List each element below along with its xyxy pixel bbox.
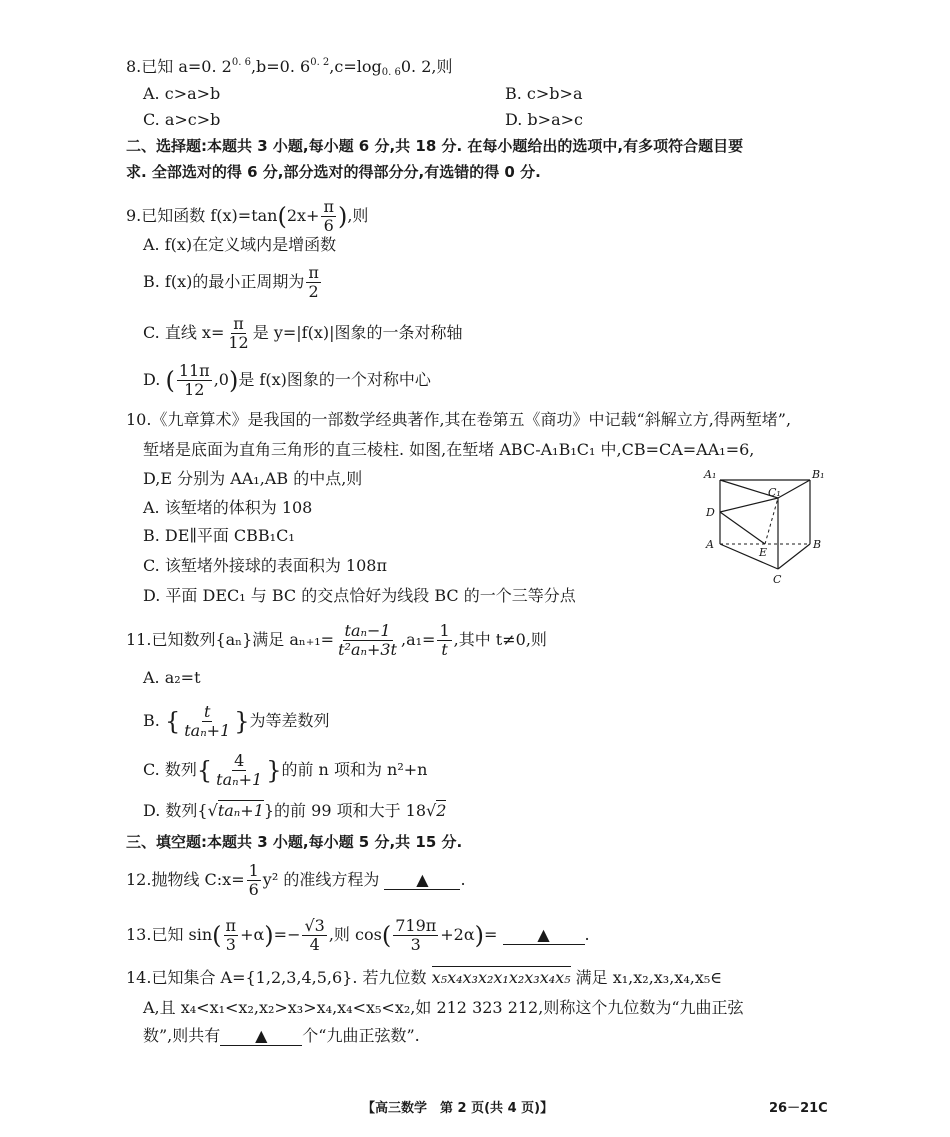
q14-stem-line2: A,且 x₄<x₁<x₂,x₂>x₃>x₄,x₄<x₅<x₂,如 212 323 212,则称这个九位数为“九曲正弦	[143, 998, 744, 1017]
q9-option-c: C. 直线 x= $\frac{\pi}{12}$ 是 y=|f(x)|图象的一条对称轴	[143, 314, 463, 352]
prism-figure	[700, 466, 835, 591]
q14-stem-line3: 数”,则共有 ▲ 个“九曲正弦数”.	[143, 1026, 420, 1045]
q8-option-b: B. c>b>a	[505, 84, 583, 103]
q11-stem: 11.已知数列{aₙ}满足 aₙ₊₁= taₙ−1 t²aₙ+3t ,a₁= $\frac{1}{t}$ ,其中 t≠0,则	[126, 621, 547, 659]
q10-stem-line2: 堑堵是底面为直角三角形的直三棱柱. 如图,在堑堵 ABC-A₁B₁C₁ 中,CB=CA=AA₁=6,	[143, 440, 755, 459]
q9-stem: 9.已知函数 f(x)=tan(2x+ $\frac{\pi}{6}$ ),则	[126, 197, 369, 235]
q11-option-b: B. { t taₙ+1 }为等差数列	[143, 702, 330, 740]
label-c: C	[773, 573, 782, 586]
label-b1: B₁	[812, 468, 825, 481]
section2-heading-line2: 求. 全部选对的得 6 分,部分选对的得部分分,有选错的得 0 分.	[126, 163, 541, 181]
label-a1: A₁	[704, 468, 717, 481]
q14-answer-blank[interactable]: ▲	[220, 1027, 302, 1046]
q10-option-a: A. 该堑堵的体积为 108	[143, 498, 313, 517]
label-c1: C₁	[768, 486, 781, 499]
q11-option-d: D. 数列{√taₙ+1}的前 99 项和大于 18√2	[143, 801, 447, 820]
q10-option-c: C. 该堑堵外接球的表面积为 108π	[143, 556, 387, 575]
q12-answer-blank[interactable]: ▲	[384, 871, 460, 890]
q9-option-d: D. ( $\frac{11\pi}{12}$ ,0)是 f(x)图象的一个对称中心	[143, 361, 431, 399]
q10-option-d: D. 平面 DEC₁ 与 BC 的交点恰好为线段 BC 的一个三等分点	[143, 586, 576, 605]
footer-page-info: 【高三数学 第 2 页(共 4 页)】	[362, 1101, 554, 1116]
q8-option-c: C. a>c>b	[143, 110, 221, 129]
q8-option-a: A. c>a>b	[143, 84, 221, 103]
q9-option-b: B. f(x)的最小正周期为 $\frac{\pi}{2}$	[143, 263, 319, 301]
q8-stem: 8.已知 a=0. $2^{0. 6},b=0$. $6^{0. 2},c=\log_{0. 6}0$. 2,则	[126, 57, 453, 78]
label-b: B	[813, 538, 822, 551]
q11-option-c: C. 数列{ 4 taₙ+1 }的前 n 项和为 n²+n	[143, 751, 428, 789]
footer-paper-code: 26－21C	[769, 1101, 828, 1116]
section2-heading-line1: 二、选择题:本题共 3 小题,每小题 6 分,共 18 分. 在每小题给出的选项中,有多项符合题目要	[126, 137, 744, 155]
q11-option-a: A. a₂=t	[143, 668, 201, 687]
q14-stem-line1: 14.已知集合 A={1,2,3,4,5,6}. 若九位数 x₅x₄x₃x₂x₁x₂x₃x₄x₅ 满足 x₁,x₂,x₃,x₄,x₅∈	[126, 968, 723, 987]
q10-stem-line1: 10.《九章算术》是我国的一部数学经典著作,其在卷第五《商功》中记载“斜解立方,得两堑堵”,	[126, 410, 792, 429]
q13-answer-blank[interactable]: ▲	[503, 926, 585, 945]
q10-option-b: B. DE∥平面 CBB₁C₁	[143, 526, 295, 545]
q9-option-a: A. f(x)在定义域内是增函数	[143, 235, 337, 254]
q13-stem: 13.已知 sin( $\frac{\pi}{3}$ +α)=− $\frac{√3}{4}$ ,则 cos( $\frac{719\pi}{3}$ +2α)= ▲ .	[126, 916, 590, 954]
label-d: D	[706, 506, 715, 519]
section3-heading: 三、填空题:本题共 3 小题,每小题 5 分,共 15 分.	[126, 833, 463, 851]
q12-stem: 12.抛物线 C:x= $\frac{1}{6}$ y² 的准线方程为 ▲ .	[126, 861, 466, 899]
q10-stem-line3: D,E 分别为 AA₁,AB 的中点,则	[143, 469, 363, 488]
label-e: E	[759, 546, 768, 559]
label-a: A	[706, 538, 714, 551]
q8-option-d: D. b>a>c	[505, 110, 583, 129]
